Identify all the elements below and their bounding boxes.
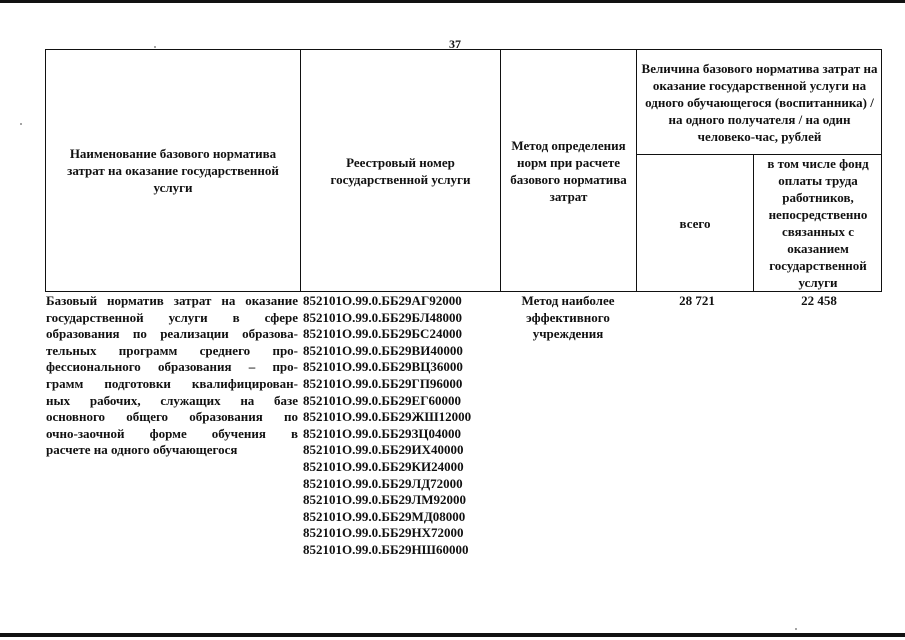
registry-number: 852101О.99.0.ББ29ГП96000 (303, 375, 463, 391)
registry-number: 852101О.99.0.ББ29ЕГ60000 (303, 392, 461, 408)
header-name: Наименование базового норматива затрат на оказание государственной услуги (67, 146, 279, 195)
row-method: Метод наиболее эффективного учреждения (521, 293, 615, 342)
page-number: 37 (449, 37, 461, 51)
name-line: расчете на одного обучающегося (46, 442, 238, 458)
registry-number: 852101О.99.0.ББ29БС24000 (303, 326, 462, 342)
name-line: государственной услуги в сфере (46, 309, 298, 325)
registry-number: 852101О.99.0.ББ29ИХ40000 (303, 442, 464, 458)
registry-number: 852101О.99.0.ББ29АГ92000 (303, 293, 462, 308)
registry-number: 852101О.99.0.ББ29МД08000 (303, 508, 466, 524)
row-fund: 22 458 (801, 293, 837, 308)
registry-number-list (303, 293, 503, 559)
scan-speck (795, 628, 797, 630)
registry-number: 852101О.99.0.ББ29ВИ40000 (303, 342, 463, 358)
header-fund: в том числе фонд оплаты труда работников, непосредственно связанных с оказанием государственной услуги (767, 156, 869, 290)
registry-number: 852101О.99.0.ББ29КИ24000 (303, 458, 464, 474)
row-name (46, 293, 298, 459)
top-border (0, 0, 905, 3)
name-line: ных рабочих, служащих на базе (46, 392, 298, 408)
name-line: образования по реализации образова- (46, 326, 298, 342)
row-total: 28 721 (679, 293, 715, 308)
registry-number: 852101О.99.0.ББ29ЗЦ04000 (303, 425, 462, 441)
registry-number: 852101О.99.0.ББ29ЖШ12000 (303, 409, 472, 425)
name-line: грамм подготовки квалифицирован- (46, 375, 298, 391)
header-method: Метод определения норм при расчете базового норматива затрат (510, 137, 627, 204)
registry-number: 852101О.99.0.ББ29НШ60000 (303, 541, 469, 557)
table-header (45, 49, 882, 292)
name-line: тельных программ среднего про- (46, 342, 298, 358)
name-line: Базовый норматив затрат на оказание (46, 293, 298, 308)
header-registry: Реестровый номер государственной услуги (330, 154, 471, 187)
name-line: очно-заочной форме обучения в (46, 425, 298, 441)
name-line: фессионального образования – про- (46, 359, 298, 375)
registry-number: 852101О.99.0.ББ29ЛД72000 (303, 475, 463, 491)
registry-number: 852101О.99.0.ББ29НХ72000 (303, 525, 464, 541)
registry-number: 852101О.99.0.ББ29ВЦ36000 (303, 359, 463, 375)
registry-number: 852101О.99.0.ББ29ЛМ92000 (303, 492, 467, 508)
registry-number: 852101О.99.0.ББ29БЛ48000 (303, 309, 463, 325)
name-line: основного общего образования по (46, 409, 298, 425)
header-total: всего (679, 215, 711, 231)
scan-speck (154, 46, 156, 48)
scan-speck (20, 123, 22, 125)
header-value-group: Величина базового норматива затрат на оказание государственной услуги на одного обучающегося (воспитанника) / на одного получателя / на один человеко-час, рублей (641, 60, 878, 144)
bottom-border (0, 633, 905, 637)
